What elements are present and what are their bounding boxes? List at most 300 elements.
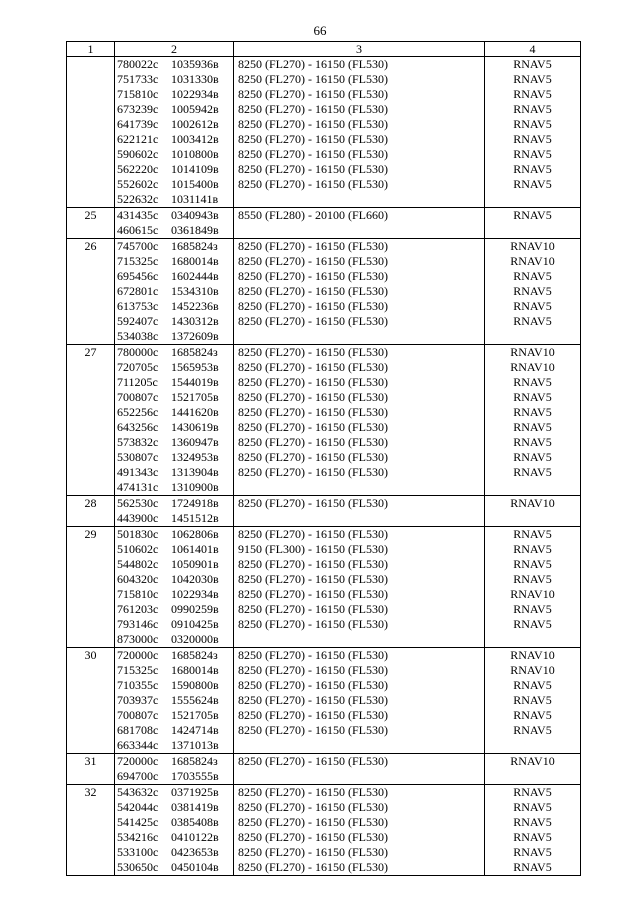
longitude: 1360947в [171, 435, 219, 449]
coordinate-point [117, 845, 233, 860]
table-row [67, 527, 581, 648]
coordinate-point [117, 815, 233, 830]
coordinate-point [117, 375, 233, 390]
longitude: 1565953в [171, 360, 219, 374]
coordinates-cell [115, 754, 234, 785]
coordinate-point [117, 208, 233, 223]
longitude: 1680014в [171, 663, 219, 677]
flight-level-range: 9150 (FL300) - 16150 (FL530) [238, 542, 388, 556]
flight-levels-cell [234, 648, 485, 754]
latitude: 700807с [117, 390, 159, 404]
flight-level-range: 8250 (FL270) - 16150 (FL530) [238, 72, 388, 86]
longitude: 1685824з [171, 648, 218, 662]
navigation-spec: RNAV10 [510, 648, 555, 662]
flight-level-range: 8250 (FL270) - 16150 (FL530) [238, 132, 388, 146]
longitude: 0381419в [171, 800, 219, 814]
longitude: 1310900в [171, 480, 219, 494]
longitude: 1313904в [171, 465, 219, 479]
flight-level-range: 8250 (FL270) - 16150 (FL530) [238, 617, 388, 631]
navigation-spec: RNAV5 [513, 678, 552, 692]
coordinate-point [117, 738, 233, 753]
navigation-spec: RNAV5 [513, 117, 552, 131]
longitude: 1680014в [171, 254, 219, 268]
navigation-spec: RNAV10 [510, 254, 555, 268]
flight-level-range: 8250 (FL270) - 16150 (FL530) [238, 557, 388, 571]
coordinate-point [117, 57, 233, 72]
flight-levels-cell [234, 57, 485, 208]
table-row [67, 754, 581, 785]
coordinate-point [117, 239, 233, 254]
latitude: 643256с [117, 420, 159, 434]
longitude: 1371013в [171, 738, 219, 752]
latitude: 720000с [117, 648, 159, 662]
latitude: 681708с [117, 723, 159, 737]
latitude: 703937с [117, 693, 159, 707]
route-number: 30 [67, 648, 115, 754]
coordinate-point [117, 223, 233, 238]
latitude: 751733с [117, 72, 159, 86]
table-row [67, 496, 581, 527]
coordinates-cell [115, 57, 234, 208]
longitude: 1534310в [171, 284, 219, 298]
navigation-spec: RNAV5 [513, 572, 552, 586]
latitude: 592407с [117, 314, 159, 328]
coordinate-point [117, 345, 233, 360]
flight-level-range: 8250 (FL270) - 16150 (FL530) [238, 239, 388, 253]
coordinates-cell [115, 345, 234, 496]
navigation-spec: RNAV5 [513, 693, 552, 707]
flight-level-range: 8250 (FL270) - 16150 (FL530) [238, 147, 388, 161]
flight-level-range: 8250 (FL270) - 16150 (FL530) [238, 284, 388, 298]
coordinate-point [117, 602, 233, 617]
longitude: 1015400в [171, 177, 219, 191]
table-header-row [67, 42, 581, 57]
longitude: 1050901в [171, 557, 219, 571]
flight-level-range: 8250 (FL270) - 16150 (FL530) [238, 527, 388, 541]
table-row [67, 208, 581, 239]
navigation-spec: RNAV5 [513, 602, 552, 616]
longitude: 1451512в [171, 511, 219, 525]
latitude: 491343с [117, 465, 159, 479]
navigation-spec: RNAV10 [510, 754, 555, 768]
coordinate-point [117, 102, 233, 117]
navigation-spec-cell [485, 345, 581, 496]
navigation-spec: RNAV10 [510, 663, 555, 677]
flight-level-range: 8550 (FL280) - 20100 (FL660) [238, 208, 388, 222]
coordinate-point [117, 527, 233, 542]
latitude: 460615с [117, 223, 159, 237]
latitude: 474131с [117, 480, 159, 494]
longitude: 1430619в [171, 420, 219, 434]
coordinate-point [117, 132, 233, 147]
column-header-1: 1 [67, 42, 115, 57]
coordinate-point [117, 632, 233, 647]
coordinate-point [117, 723, 233, 738]
flight-level-range: 8250 (FL270) - 16150 (FL530) [238, 830, 388, 844]
latitude: 552602с [117, 177, 159, 191]
latitude: 541425с [117, 815, 159, 829]
navigation-spec: RNAV10 [510, 345, 555, 359]
longitude: 1685824з [171, 239, 218, 253]
flight-level-range: 8250 (FL270) - 16150 (FL530) [238, 845, 388, 859]
longitude: 0910425в [171, 617, 219, 631]
flight-levels-cell [234, 754, 485, 785]
coordinate-point [117, 617, 233, 632]
navigation-spec: RNAV5 [513, 208, 552, 222]
coordinate-point [117, 708, 233, 723]
navigation-spec: RNAV5 [513, 405, 552, 419]
table-row [67, 648, 581, 754]
table-row [67, 345, 581, 496]
longitude: 1042030в [171, 572, 219, 586]
route-number: 27 [67, 345, 115, 496]
navigation-spec: RNAV5 [513, 87, 552, 101]
navigation-spec: RNAV10 [510, 239, 555, 253]
coordinate-point [117, 465, 233, 480]
coordinate-point [117, 329, 233, 344]
coordinate-point [117, 390, 233, 405]
latitude: 761203с [117, 602, 159, 616]
navigation-spec: RNAV5 [513, 542, 552, 556]
navigation-spec-cell [485, 496, 581, 527]
navigation-spec: RNAV5 [513, 785, 552, 799]
table-row [67, 57, 581, 208]
navigation-spec-cell [485, 239, 581, 345]
navigation-spec: RNAV5 [513, 57, 552, 71]
latitude: 745700с [117, 239, 159, 253]
flight-level-range: 8250 (FL270) - 16150 (FL530) [238, 572, 388, 586]
coordinate-point [117, 860, 233, 875]
coordinate-point [117, 572, 233, 587]
coordinate-point [117, 87, 233, 102]
route-number: 32 [67, 785, 115, 876]
coordinate-point [117, 72, 233, 87]
flight-level-range: 8250 (FL270) - 16150 (FL530) [238, 708, 388, 722]
latitude: 510602с [117, 542, 159, 556]
flight-level-range: 8250 (FL270) - 16150 (FL530) [238, 57, 388, 71]
coordinate-point [117, 678, 233, 693]
longitude: 0410122в [171, 830, 219, 844]
flight-level-range: 8250 (FL270) - 16150 (FL530) [238, 465, 388, 479]
coordinate-point [117, 284, 233, 299]
latitude: 780000с [117, 345, 159, 359]
longitude: 1521705в [171, 390, 219, 404]
coordinate-point [117, 496, 233, 511]
longitude: 1022934в [171, 587, 219, 601]
navigation-spec: RNAV5 [513, 617, 552, 631]
latitude: 562220с [117, 162, 159, 176]
column-header-2: 2 [115, 42, 234, 57]
flight-level-range: 8250 (FL270) - 16150 (FL530) [238, 435, 388, 449]
coordinate-point [117, 254, 233, 269]
coordinate-point [117, 648, 233, 663]
longitude: 1031330в [171, 72, 219, 86]
navigation-spec-cell [485, 785, 581, 876]
navigation-spec: RNAV5 [513, 284, 552, 298]
latitude: 715810с [117, 587, 159, 601]
longitude: 1035936в [171, 57, 219, 71]
latitude: 715810с [117, 87, 159, 101]
table-row [67, 785, 581, 876]
coordinate-point [117, 663, 233, 678]
flight-levels-cell [234, 785, 485, 876]
longitude: 1003412в [171, 132, 219, 146]
navigation-spec: RNAV10 [510, 360, 555, 374]
coordinate-point [117, 405, 233, 420]
navigation-spec: RNAV5 [513, 420, 552, 434]
longitude: 1031141в [171, 192, 219, 206]
latitude: 613753с [117, 299, 159, 313]
coordinate-point [117, 117, 233, 132]
latitude: 431435с [117, 208, 159, 222]
latitude: 641739с [117, 117, 159, 131]
coordinate-point [117, 800, 233, 815]
coordinate-point [117, 147, 233, 162]
latitude: 715325с [117, 663, 159, 677]
coordinate-point [117, 557, 233, 572]
table-body [67, 57, 581, 876]
longitude: 1062806в [171, 527, 219, 541]
coordinate-point [117, 769, 233, 784]
flight-level-range: 8250 (FL270) - 16150 (FL530) [238, 723, 388, 737]
route-number: 31 [67, 754, 115, 785]
latitude: 694700с [117, 769, 159, 783]
coordinate-point [117, 511, 233, 526]
longitude: 0423653в [171, 845, 219, 859]
navigation-spec: RNAV5 [513, 450, 552, 464]
navigation-spec: RNAV10 [510, 587, 555, 601]
table-row [67, 239, 581, 345]
latitude: 672801с [117, 284, 159, 298]
latitude: 720705с [117, 360, 159, 374]
latitude: 543632с [117, 785, 159, 799]
column-header-4: 4 [485, 42, 581, 57]
flight-level-range: 8250 (FL270) - 16150 (FL530) [238, 663, 388, 677]
latitude: 780022с [117, 57, 159, 71]
flight-level-range: 8250 (FL270) - 16150 (FL530) [238, 314, 388, 328]
column-header-3: 3 [234, 42, 485, 57]
latitude: 443900с [117, 511, 159, 525]
latitude: 873000с [117, 632, 159, 646]
navigation-spec: RNAV5 [513, 147, 552, 161]
navigation-spec-cell [485, 754, 581, 785]
navigation-spec-cell [485, 208, 581, 239]
navigation-spec: RNAV5 [513, 177, 552, 191]
route-number: 28 [67, 496, 115, 527]
flight-level-range: 8250 (FL270) - 16150 (FL530) [238, 450, 388, 464]
latitude: 711205с [117, 375, 158, 389]
flight-levels-cell [234, 345, 485, 496]
latitude: 715325с [117, 254, 159, 268]
longitude: 1061401в [171, 542, 219, 556]
coordinate-point [117, 480, 233, 495]
flight-level-range: 8250 (FL270) - 16150 (FL530) [238, 269, 388, 283]
flight-levels-cell [234, 496, 485, 527]
flight-levels-cell [234, 527, 485, 648]
longitude: 0361849в [171, 223, 219, 237]
latitude: 562530с [117, 496, 159, 510]
route-number: 25 [67, 208, 115, 239]
latitude: 652256с [117, 405, 159, 419]
flight-level-range: 8250 (FL270) - 16150 (FL530) [238, 162, 388, 176]
latitude: 534038с [117, 329, 159, 343]
coordinate-point [117, 754, 233, 769]
latitude: 710355с [117, 678, 159, 692]
longitude: 0385408в [171, 815, 219, 829]
airways-table [66, 41, 581, 876]
flight-level-range: 8250 (FL270) - 16150 (FL530) [238, 87, 388, 101]
flight-level-range: 8250 (FL270) - 16150 (FL530) [238, 860, 388, 874]
coordinate-point [117, 177, 233, 192]
longitude: 1430312в [171, 314, 219, 328]
longitude: 1022934в [171, 87, 219, 101]
latitude: 534216с [117, 830, 159, 844]
flight-level-range: 8250 (FL270) - 16150 (FL530) [238, 815, 388, 829]
coordinate-point [117, 269, 233, 284]
longitude: 1372609в [171, 329, 219, 343]
flight-level-range: 8250 (FL270) - 16150 (FL530) [238, 360, 388, 374]
page-number: 66 [313, 23, 327, 38]
longitude: 1521705в [171, 708, 219, 722]
navigation-spec: RNAV5 [513, 815, 552, 829]
longitude: 1010800в [171, 147, 219, 161]
navigation-spec: RNAV5 [513, 72, 552, 86]
navigation-spec: RNAV5 [513, 800, 552, 814]
coordinate-point [117, 587, 233, 602]
navigation-spec: RNAV5 [513, 465, 552, 479]
navigation-spec: RNAV5 [513, 845, 552, 859]
longitude: 1685824з [171, 754, 218, 768]
latitude: 542044с [117, 800, 159, 814]
latitude: 501830с [117, 527, 159, 541]
flight-level-range: 8250 (FL270) - 16150 (FL530) [238, 254, 388, 268]
navigation-spec: RNAV5 [513, 723, 552, 737]
longitude: 1005942в [171, 102, 219, 116]
navigation-spec: RNAV5 [513, 435, 552, 449]
flight-level-range: 8250 (FL270) - 16150 (FL530) [238, 678, 388, 692]
longitude: 1452236в [171, 299, 219, 313]
longitude: 0450104в [171, 860, 219, 874]
coordinates-cell [115, 785, 234, 876]
navigation-spec: RNAV5 [513, 390, 552, 404]
navigation-spec: RNAV5 [513, 269, 552, 283]
latitude: 720000с [117, 754, 159, 768]
navigation-spec: RNAV10 [510, 496, 555, 510]
longitude: 0320000в [171, 632, 219, 646]
longitude: 1703555в [171, 769, 219, 783]
latitude: 590602с [117, 147, 159, 161]
longitude: 1324953в [171, 450, 219, 464]
navigation-spec: RNAV5 [513, 557, 552, 571]
flight-level-range: 8250 (FL270) - 16150 (FL530) [238, 390, 388, 404]
latitude: 522632с [117, 192, 159, 206]
navigation-spec-cell [485, 527, 581, 648]
navigation-spec: RNAV5 [513, 299, 552, 313]
flight-level-range: 8250 (FL270) - 16150 (FL530) [238, 299, 388, 313]
flight-level-range: 8250 (FL270) - 16150 (FL530) [238, 602, 388, 616]
longitude: 1724918в [171, 496, 219, 510]
longitude: 0340943в [171, 208, 219, 222]
flight-level-range: 8250 (FL270) - 16150 (FL530) [238, 587, 388, 601]
navigation-spec: RNAV5 [513, 102, 552, 116]
latitude: 573832с [117, 435, 159, 449]
navigation-spec: RNAV5 [513, 860, 552, 874]
latitude: 793146с [117, 617, 159, 631]
navigation-spec: RNAV5 [513, 830, 552, 844]
flight-levels-cell [234, 208, 485, 239]
flight-level-range: 8250 (FL270) - 16150 (FL530) [238, 785, 388, 799]
latitude: 673239с [117, 102, 159, 116]
latitude: 622121с [117, 132, 159, 146]
route-number: 26 [67, 239, 115, 345]
longitude: 1590800в [171, 678, 219, 692]
navigation-spec: RNAV5 [513, 527, 552, 541]
longitude: 0371925в [171, 785, 219, 799]
coordinates-cell [115, 208, 234, 239]
flight-level-range: 8250 (FL270) - 16150 (FL530) [238, 102, 388, 116]
flight-level-range: 8250 (FL270) - 16150 (FL530) [238, 345, 388, 359]
longitude: 1602444в [171, 269, 219, 283]
navigation-spec: RNAV5 [513, 132, 552, 146]
longitude: 1014109в [171, 162, 219, 176]
flight-level-range: 8250 (FL270) - 16150 (FL530) [238, 693, 388, 707]
flight-levels-cell [234, 239, 485, 345]
coordinates-cell [115, 648, 234, 754]
longitude: 1441620в [171, 405, 219, 419]
longitude: 1544019в [171, 375, 219, 389]
coordinate-point [117, 830, 233, 845]
latitude: 544802с [117, 557, 159, 571]
flight-level-range: 8250 (FL270) - 16150 (FL530) [238, 496, 388, 510]
flight-level-range: 8250 (FL270) - 16150 (FL530) [238, 800, 388, 814]
coordinate-point [117, 785, 233, 800]
coordinate-point [117, 420, 233, 435]
flight-level-range: 8250 (FL270) - 16150 (FL530) [238, 648, 388, 662]
navigation-spec-cell [485, 57, 581, 208]
coordinate-point [117, 192, 233, 207]
coordinate-point [117, 693, 233, 708]
longitude: 1002612в [171, 117, 219, 131]
coordinate-point [117, 314, 233, 329]
coordinates-cell [115, 496, 234, 527]
latitude: 533100с [117, 845, 159, 859]
coordinate-point [117, 542, 233, 557]
coordinate-point [117, 435, 233, 450]
longitude: 1555624в [171, 693, 219, 707]
navigation-spec: RNAV5 [513, 314, 552, 328]
latitude: 663344с [117, 738, 159, 752]
latitude: 530650с [117, 860, 159, 874]
coordinate-point [117, 162, 233, 177]
longitude: 1685824з [171, 345, 218, 359]
navigation-spec-cell [485, 648, 581, 754]
coordinate-point [117, 360, 233, 375]
coordinate-point [117, 450, 233, 465]
navigation-spec: RNAV5 [513, 162, 552, 176]
latitude: 695456с [117, 269, 159, 283]
route-number: 29 [67, 527, 115, 648]
latitude: 604320с [117, 572, 159, 586]
latitude: 700807с [117, 708, 159, 722]
longitude: 0990259в [171, 602, 219, 616]
flight-level-range: 8250 (FL270) - 16150 (FL530) [238, 420, 388, 434]
latitude: 530807с [117, 450, 159, 464]
route-number [67, 57, 115, 208]
coordinates-cell [115, 527, 234, 648]
coordinates-cell [115, 239, 234, 345]
flight-level-range: 8250 (FL270) - 16150 (FL530) [238, 405, 388, 419]
flight-level-range: 8250 (FL270) - 16150 (FL530) [238, 177, 388, 191]
